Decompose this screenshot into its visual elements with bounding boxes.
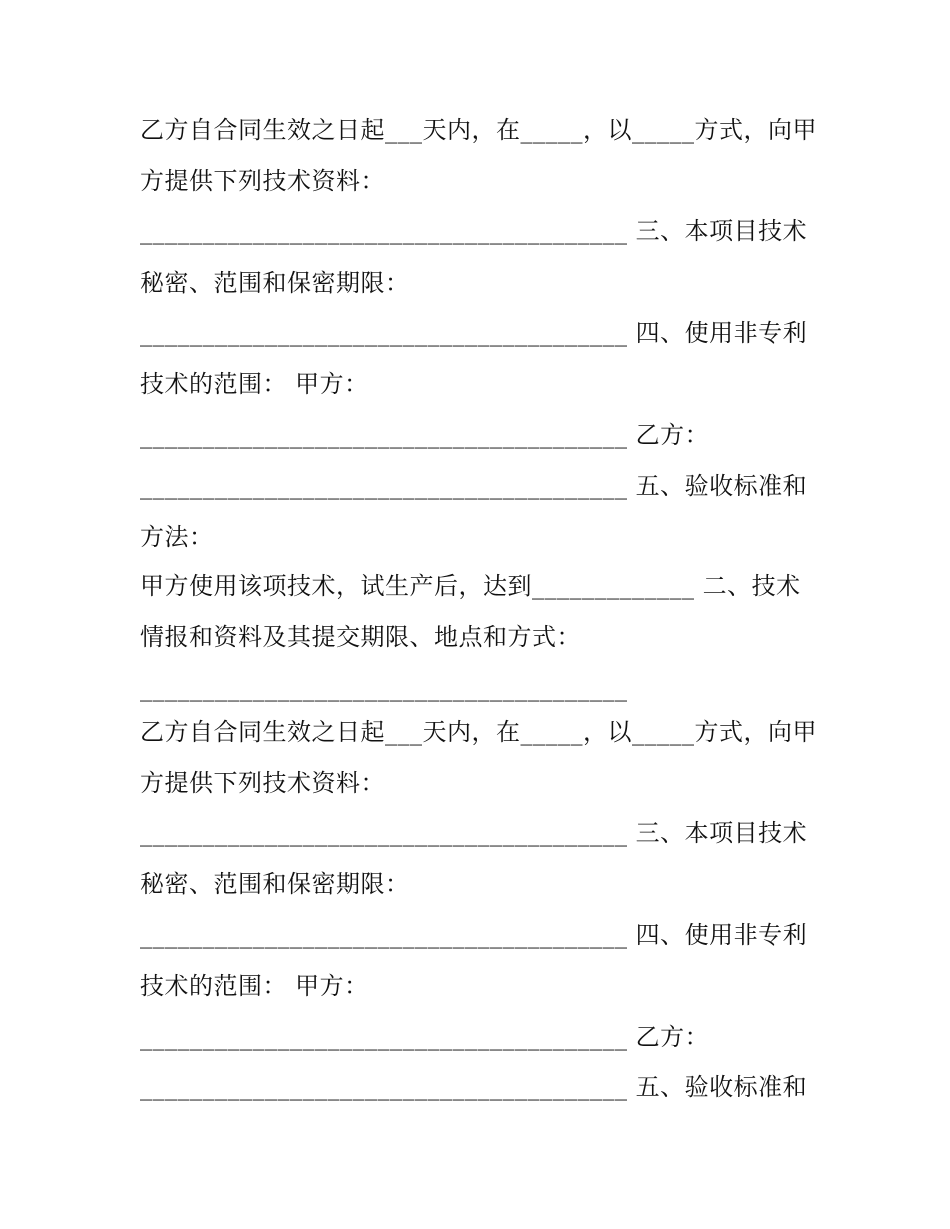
text-line [140, 864, 410, 904]
text-line [140, 668, 628, 708]
line-text: 方提供下列技术资料： [140, 167, 385, 195]
text-line [140, 211, 807, 251]
text-line [140, 763, 385, 803]
text-line [140, 712, 817, 752]
line-text: 技术的范围： 甲方： [140, 972, 369, 1000]
text-line [140, 566, 801, 606]
text-line [140, 313, 807, 353]
line-text: _______________________________________ 五、验收标准和 [140, 1073, 808, 1101]
line-text: 方提供下列技术资料： [140, 769, 385, 797]
text-line [140, 415, 709, 455]
line-text: 甲方使用该项技术，试生产后，达到_____________ 二、技术 [140, 572, 801, 600]
line-text: 秘密、范围和保密期限： [140, 870, 410, 898]
line-text: _______________________________________ 三、本项目技术 [140, 217, 808, 245]
text-line [140, 263, 410, 303]
line-text: 乙方自合同生效之日起___天内，在_____，以_____方式，向甲 [140, 718, 817, 746]
text-line [140, 466, 807, 506]
text-line [140, 364, 369, 404]
line-text: _______________________________________ 乙方： [140, 421, 710, 449]
line-text: 乙方自合同生效之日起___天内，在_____，以_____方式，向甲 [140, 116, 817, 144]
text-line [140, 813, 807, 853]
line-text: 情报和资料及其提交期限、地点和方式： [140, 623, 581, 651]
text-line [140, 966, 369, 1006]
line-text: _______________________________________ 五、验收标准和 [140, 472, 808, 500]
line-text: _______________________________________ [140, 674, 628, 702]
line-text: _______________________________________ 乙方： [140, 1023, 710, 1051]
text-line [140, 915, 807, 955]
text-line [140, 617, 581, 657]
line-text: _______________________________________ 三、本项目技术 [140, 819, 808, 847]
text-line [140, 1067, 807, 1107]
text-line [140, 161, 385, 201]
line-text: _______________________________________ 四、使用非专利 [140, 921, 808, 949]
text-line [140, 110, 817, 150]
line-text: _______________________________________ 四、使用非专利 [140, 319, 808, 347]
line-text: 技术的范围： 甲方： [140, 370, 369, 398]
line-text: 方法： [140, 523, 214, 551]
line-text: 秘密、范围和保密期限： [140, 269, 410, 297]
text-line [140, 1017, 709, 1057]
text-line [140, 517, 214, 557]
